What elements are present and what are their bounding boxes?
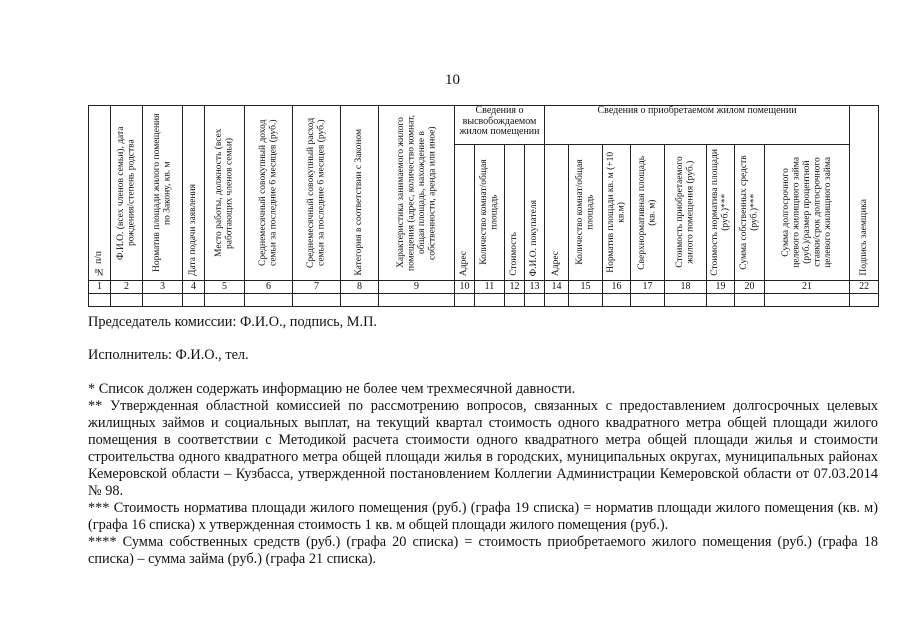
empty-cell (505, 294, 525, 307)
column-number-cell: 9 (379, 281, 455, 294)
header-cell: Адрес (545, 145, 569, 281)
column-number-cell: 14 (545, 281, 569, 294)
header-cell: Среднемесячный совокупный доход семьи за последние 6 месяцев (руб.) (245, 106, 293, 281)
empty-cell (89, 294, 111, 307)
header-cell: Ф.И.О. (всех членов семьи), дата рождения/степень родства (111, 106, 143, 281)
commission-chair-line: Председатель комиссии: Ф.И.О., подпись, М.П. (88, 314, 377, 330)
empty-cell (475, 294, 505, 307)
column-number-cell: 3 (143, 281, 183, 294)
empty-cell (143, 294, 183, 307)
empty-cell (455, 294, 475, 307)
header-cell: Ф.И.О. покупателя (525, 145, 545, 281)
header-cell: Адрес (455, 145, 475, 281)
executor-line: Исполнитель: Ф.И.О., тел. (88, 347, 249, 363)
header-cell: Подпись заемщика (850, 106, 879, 281)
column-number-cell: 15 (569, 281, 603, 294)
column-number-cell: 16 (603, 281, 631, 294)
column-number-cell: 2 (111, 281, 143, 294)
group-header-vacated: Сведения о высвобождаемом жилом помещении (455, 106, 545, 145)
column-number-cell: 10 (455, 281, 475, 294)
empty-cell (665, 294, 707, 307)
empty-cell (735, 294, 765, 307)
column-number-cell: 4 (183, 281, 205, 294)
column-number-cell: 5 (205, 281, 245, 294)
empty-cell (205, 294, 245, 307)
column-number-cell: 1 (89, 281, 111, 294)
empty-data-row (89, 294, 879, 307)
empty-cell (603, 294, 631, 307)
header-cell: Дата подачи заявления (183, 106, 205, 281)
footnotes (88, 381, 878, 568)
empty-cell (341, 294, 379, 307)
empty-cell (569, 294, 603, 307)
footnote-2: ** Утвержденная областной комиссией по рассмотрению вопросов, связанных с предоставлением долгосрочных целевых жилищных займов и социальных выплат, на текущий квартал стоимость одного квадратного метра общей площади жилого помещения в соответствии с Методикой расчета стоимости одного квадратного метра общей площади жилья и стоимости строительства одного квадратного метра общей площади жилья в городских, муниципальных округах, муниципальных районах Кемеровской области – Кузбасса, утвержденной постановлением Коллегии Администрации Кемеровской области от 07.03.2014 № 98. (88, 398, 878, 499)
column-number-cell: 11 (475, 281, 505, 294)
column-number-cell: 6 (245, 281, 293, 294)
applicants-table (88, 105, 879, 307)
footnote-3: *** Стоимость норматива площади жилого помещения (руб.) (графа 19 списка) = норматив площади жилого помещения (кв. м) (графа 16 списка) х утвержденная стоимость 1 кв. м общей площади жилого помещения (руб.). (88, 500, 878, 533)
column-number-cell: 17 (631, 281, 665, 294)
group-header-acquired: Сведения о приобретаемом жилом помещении (545, 106, 850, 145)
column-number-cell: 20 (735, 281, 765, 294)
column-number-cell: 21 (765, 281, 850, 294)
header-cell: Количество комнат/общая площадь (569, 145, 603, 281)
empty-cell (245, 294, 293, 307)
page-number: 10 (445, 72, 460, 88)
column-number-cell: 13 (525, 281, 545, 294)
header-cell: Стоимость приобретаемого жилого помещения (руб.) (665, 145, 707, 281)
header-cell: Норматив площади жилого помещения по Закону, кв. м (143, 106, 183, 281)
header-cell: Категория в соответствии с Законом (341, 106, 379, 281)
header-row-1 (89, 106, 879, 145)
column-number-cell: 7 (293, 281, 341, 294)
column-number-row (89, 281, 879, 294)
empty-cell (525, 294, 545, 307)
header-cell: Стоимость (505, 145, 525, 281)
footnote-4: **** Сумма собственных средств (руб.) (графа 20 списка) = стоимость приобретаемого жилого помещения (руб.) (графа 18 списка) – сумма займа (руб.) (графа 21 списка). (88, 534, 878, 567)
empty-cell (765, 294, 850, 307)
header-cell: № п/п (89, 106, 111, 281)
header-cell: Место работы, должность (всех работающих членов семьи) (205, 106, 245, 281)
empty-cell (707, 294, 735, 307)
footnote-1: * Список должен содержать информацию не более чем трехмесячной давности. (88, 381, 576, 397)
empty-cell (293, 294, 341, 307)
header-cell: Сверхнормативная площадь (кв. м) (631, 145, 665, 281)
empty-cell (111, 294, 143, 307)
header-cell: Норматив площади кв. м (+10 кв.м) (603, 145, 631, 281)
column-number-cell: 19 (707, 281, 735, 294)
empty-cell (850, 294, 879, 307)
empty-cell (545, 294, 569, 307)
column-number-cell: 12 (505, 281, 525, 294)
column-number-cell: 8 (341, 281, 379, 294)
empty-cell (379, 294, 455, 307)
header-cell: Сумма долгосрочного целевого жилищного займа (руб.)/размер процентной ставки/срок долгосрочного целевого жилищного займа (765, 145, 850, 281)
column-number-cell: 18 (665, 281, 707, 294)
header-cell: Стоимость норматива площади (руб.)*** (707, 145, 735, 281)
header-cell: Характеристика занимаемого жилого помещения (адрес, количество комнат, общая площадь, нахождение в собственности, аренда или иное) (379, 106, 455, 281)
empty-cell (631, 294, 665, 307)
column-number-cell: 22 (850, 281, 879, 294)
header-cell: Среднемесячный совокупный расход семьи за последние 6 месяцев (руб.) (293, 106, 341, 281)
empty-cell (183, 294, 205, 307)
header-cell: Сумма собственных средств (руб.)*** (735, 145, 765, 281)
header-cell: Количество комнат/общая площадь (475, 145, 505, 281)
